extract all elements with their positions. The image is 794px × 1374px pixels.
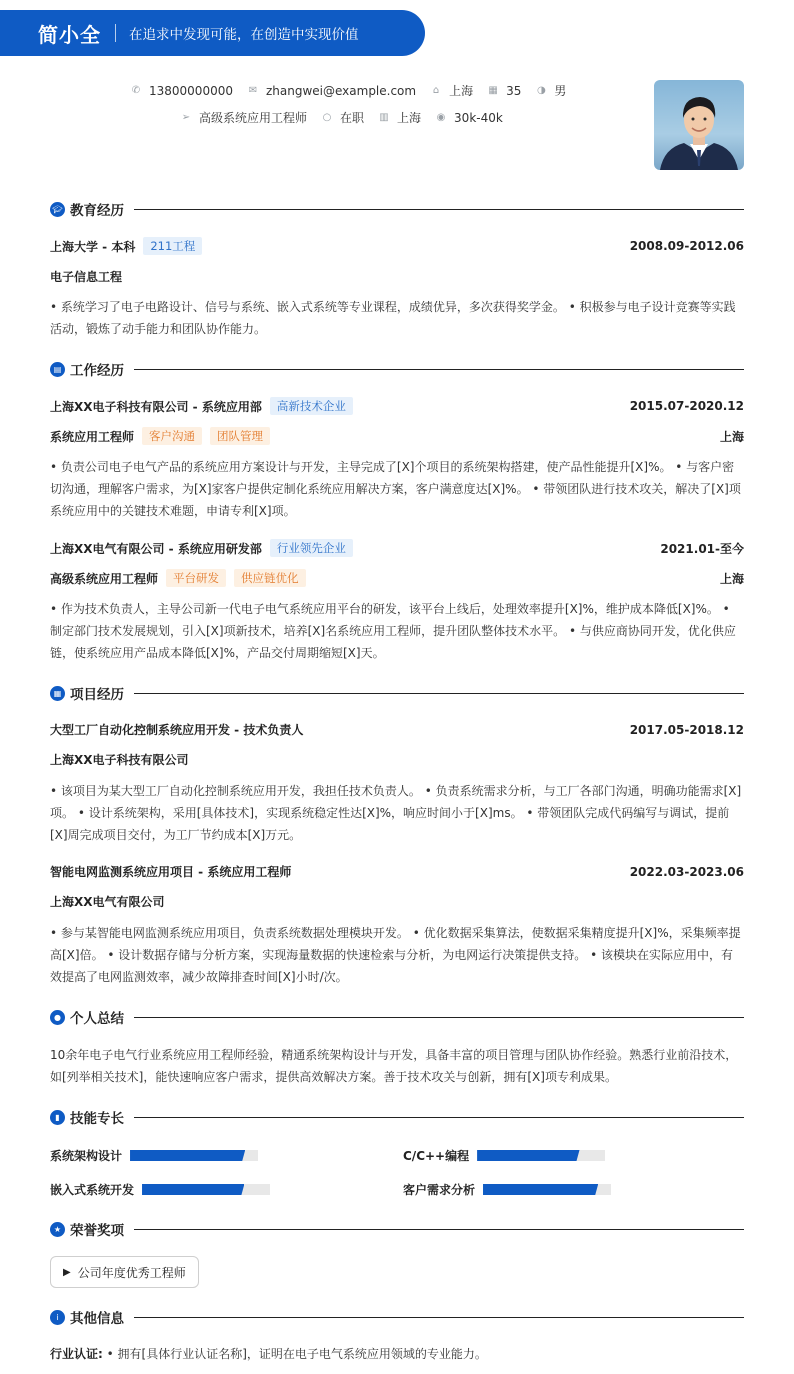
section-divider [134, 209, 744, 210]
project-description: • 该项目为某大型工厂自动化控制系统应用开发，我担任技术负责人。 • 负责系统需求分析，与工厂各部门沟通，明确功能需求[X]项。 • 设计系统架构，采用[具体技术]，实现系统稳定性达[X]%，响应时间小于[X]ms。 • 带领团队完成代码编写与调试，提前[X]周完成项目交付，为工厂节约成本[X]万元。 [50, 784, 742, 842]
age-item [487, 84, 521, 98]
work-skill-tag: 平台研发 [166, 569, 226, 587]
work-location: 上海 [719, 571, 744, 586]
avatar [654, 80, 744, 170]
position-value: 高级系统应用工程师 [199, 111, 308, 125]
target-city-value: 上海 [397, 111, 422, 125]
skill-name: 客户需求分析 [403, 1183, 476, 1197]
project-description: • 参与某智能电网监测系统应用项目，负责系统数据处理模块开发。 • 优化数据采集算法，使数据采集精度提升[X]%，采集频率提高[X]倍。 • 设计数据存储与分析方案，实现海量数据的快速检索与分析，为电网运行决策提供支持。 • 该模块在实际应用中，有效提高了电网监测效率，减少故障排查时间[X]小时/次。 [50, 926, 741, 984]
education-date: 2008.09-2012.06 [629, 239, 744, 253]
section-divider [134, 693, 744, 694]
work-skill-tag: 供应链优化 [234, 569, 306, 587]
briefcase-icon: ▤ [50, 362, 65, 377]
gender-value: 男 [554, 84, 567, 98]
gender-item [535, 82, 566, 99]
work-role: 高级系统应用工程师 [50, 571, 159, 586]
summary-text: 10余年电子电气行业系统应用工程师经验，精通系统架构设计与开发，具备丰富的项目管理与团队协作经验。熟悉行业前沿技术，如[列举相关技术]，能快速响应客户需求，提供高效解决方案。善于技术攻关与创新，拥有[X]项专利成果。 [50, 1048, 738, 1084]
section-divider [134, 1229, 744, 1230]
project-company: 上海XX电气有限公司 [50, 895, 165, 909]
work-description: • 负责公司电子电气产品的系统应用方案设计与开发，主导完成了[X]个项目的系统架构搭建，使产品性能提升[X]%。 • 与客户密切沟通，理解客户需求，为[X]家客户提供定制化系统应用解决方案，客户满意度达[X]%。 • 带领团队进行技术攻关，解决了[X]项系统应用中的关键技术难题，申请专利[X]项。 [50, 460, 741, 518]
award-item [50, 1256, 199, 1288]
phone-icon: ✆ [131, 85, 141, 96]
work-date: 2021.01-至今 [660, 541, 744, 556]
city-item [430, 82, 473, 99]
skill-item [50, 1147, 258, 1164]
project-entry-header [50, 863, 744, 880]
section-skills [50, 1107, 744, 1127]
section-summary-title: 个人总结 [70, 1011, 124, 1027]
skill-item [50, 1181, 270, 1198]
work-role-row [50, 427, 744, 445]
work-entry-header [50, 539, 744, 557]
section-skills-title: 技能专长 [70, 1111, 124, 1127]
avatar-portrait [654, 80, 744, 170]
project-entry-header [50, 721, 744, 738]
section-other [50, 1307, 744, 1327]
graduation-cap-icon: 🎓︎ [50, 202, 65, 217]
candidate-name: 简小全 [38, 22, 101, 47]
award-icon: ★ [50, 1222, 65, 1237]
section-work-title: 工作经历 [70, 363, 124, 379]
work-location: 上海 [719, 429, 744, 444]
target-city-item [378, 109, 421, 126]
work-company-tag: 行业领先企业 [270, 539, 353, 557]
section-divider [134, 1017, 744, 1018]
education-major: 电子信息工程 [50, 270, 123, 284]
grid-icon: ▦ [50, 686, 65, 701]
position-item [180, 109, 307, 126]
section-summary [50, 1007, 744, 1027]
job-intent-row [180, 109, 517, 126]
phone-item [130, 84, 233, 98]
skill-item [403, 1181, 611, 1198]
section-divider [134, 1117, 744, 1118]
work-description: • 作为技术负责人，主导公司新一代电子电气系统应用平台的研发，该平台上线后，处理效率提升[X]%，维护成本降低[X]%。 • 制定部门技术发展规划，引入[X]项新技术，培养[X]名系统应用工程师，提升团队整体技术水平。 • 与供应商协同开发，优化供应链，使系统应用产品成本降低[X]%，产品交付周期缩短[X]天。 [50, 602, 736, 660]
work-skill-tag: 团队管理 [210, 427, 270, 445]
bar-chart-icon: ▮ [50, 1110, 65, 1125]
phone-value: 13800000000 [149, 83, 233, 98]
section-awards-title: 荣誉奖项 [70, 1223, 124, 1239]
skill-bar [142, 1184, 270, 1195]
project-name: 智能电网监测系统应用项目 - 系统应用工程师 [50, 865, 292, 879]
section-education-title: 教育经历 [70, 203, 124, 219]
certification-text: • 拥有[具体行业认证名称]，证明在电子电气系统应用领域的专业能力。 [106, 1347, 487, 1361]
skill-bar-fill [477, 1150, 579, 1161]
education-entry-header [50, 237, 744, 255]
gender-icon: ◑ [537, 85, 546, 96]
email-value: zhangwei@example.com [265, 83, 417, 98]
award-name: 公司年度优秀工程师 [77, 1265, 186, 1280]
salary-item [435, 111, 503, 125]
send-icon: ➢ [181, 112, 191, 123]
work-skill-tag: 客户沟通 [142, 427, 202, 445]
skill-bar-fill [130, 1150, 245, 1161]
status-value: 在职 [340, 111, 365, 125]
skill-name: 嵌入式系统开发 [50, 1183, 135, 1197]
work-company: 上海XX电气有限公司 - 系统应用研发部 [50, 541, 262, 556]
project-company: 上海XX电子科技有限公司 [50, 753, 189, 767]
education-description: • 系统学习了电子电路设计、信号与系统、嵌入式系统等专业课程，成绩优异，多次获得奖学金。 • 积极参与电子设计竞赛等实践活动，锻炼了动手能力和团队协作能力。 [50, 300, 736, 336]
coin-icon: ◉ [436, 112, 446, 123]
work-role-row [50, 569, 744, 587]
section-work [50, 359, 744, 379]
work-company: 上海XX电子科技有限公司 - 系统应用部 [50, 399, 262, 414]
skill-name: C/C++编程 [403, 1149, 470, 1163]
certification-label: 行业认证: [50, 1347, 103, 1361]
mail-icon: ✉ [248, 85, 258, 96]
user-icon: ● [50, 1010, 65, 1025]
email-item [247, 84, 416, 98]
section-projects [50, 683, 744, 703]
city-value: 上海 [449, 84, 474, 98]
work-company-tag: 高新技术企业 [270, 397, 353, 415]
other-info-row [50, 1345, 487, 1362]
skill-name: 系统架构设计 [50, 1149, 123, 1163]
project-company-row [50, 893, 744, 910]
section-divider [134, 1317, 744, 1318]
education-tag: 211工程 [143, 237, 202, 255]
project-company-row [50, 751, 744, 768]
section-education [50, 199, 744, 219]
home-icon: ⌂ [432, 85, 440, 96]
skill-bar [477, 1150, 605, 1161]
section-projects-title: 项目经历 [70, 687, 124, 703]
skill-item [403, 1147, 605, 1164]
building-icon: ▥ [379, 112, 389, 123]
work-date: 2015.07-2020.12 [629, 399, 744, 413]
calendar-icon: ▦ [488, 85, 498, 96]
education-school: 上海大学 - 本科 [50, 239, 136, 254]
section-divider [134, 369, 744, 370]
project-name: 大型工厂自动化控制系统应用开发 - 技术负责人 [50, 723, 304, 737]
project-date: 2017.05-2018.12 [629, 722, 744, 737]
work-entry-header [50, 397, 744, 415]
status-icon: ○ [322, 112, 332, 123]
project-date: 2022.03-2023.06 [629, 864, 744, 879]
contact-row [130, 82, 580, 99]
triangle-right-icon: ▶ [63, 1266, 71, 1278]
skill-bar-fill [142, 1184, 244, 1195]
section-awards [50, 1219, 744, 1239]
education-major-row [50, 268, 744, 285]
info-icon: i [50, 1310, 65, 1325]
skill-bar [130, 1150, 258, 1161]
section-other-title: 其他信息 [70, 1311, 124, 1327]
skill-bar [483, 1184, 611, 1195]
work-role: 系统应用工程师 [50, 429, 135, 444]
status-item [321, 109, 364, 126]
header-divider [115, 24, 116, 42]
candidate-motto: 在追求中发现可能，在创造中实现价值 [129, 27, 359, 43]
salary-value: 30k-40k [454, 110, 503, 125]
age-value: 35 [506, 83, 522, 98]
header-banner [0, 10, 425, 56]
skill-bar-fill [483, 1184, 598, 1195]
